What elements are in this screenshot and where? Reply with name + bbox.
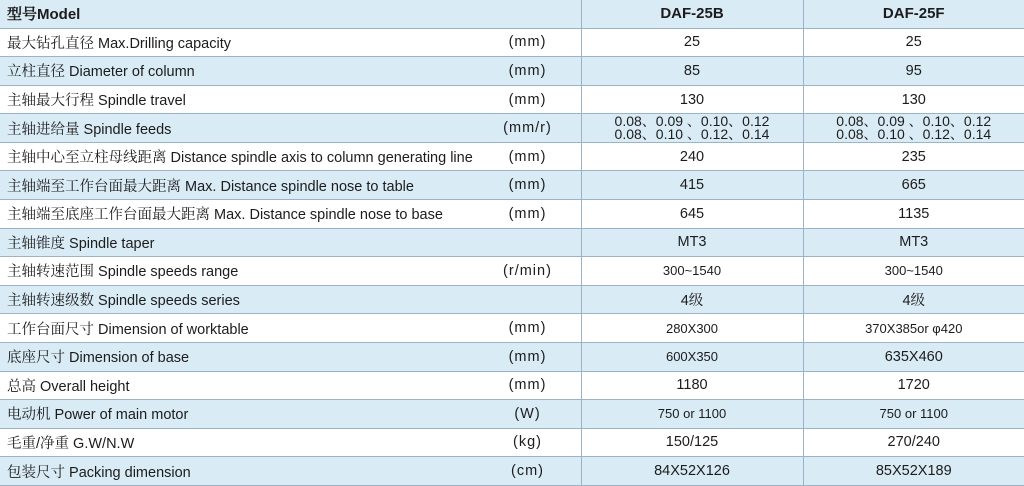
value-daf-25f: MT3 (803, 228, 1024, 257)
value-daf-25f: 635X460 (803, 342, 1024, 371)
value-daf-25b: 645 (581, 200, 803, 229)
spec-name: 毛重/净重 G.W/N.W (7, 435, 135, 452)
spec-unit: (mm) (508, 348, 547, 365)
feed-line-2: 0.08、0.10 、0.12、0.14 (836, 126, 992, 143)
table-row (0, 428, 1024, 457)
spec-label-cell (0, 200, 581, 229)
spec-unit: (kg) (513, 434, 542, 451)
value-daf-25b: 300~1540 (581, 257, 803, 286)
table-row (0, 228, 1024, 257)
spec-label-cell (0, 142, 581, 171)
table-row (0, 57, 1024, 86)
model-header: 型号Model (0, 0, 581, 28)
value-daf-25f: 665 (803, 171, 1024, 200)
spec-label-cell (0, 314, 581, 343)
spec-name: 总高 Overall height (7, 378, 130, 395)
value-daf-25b: 415 (581, 171, 803, 200)
col-header-daf-25b: DAF-25B (581, 0, 803, 28)
spec-name: 主轴中心至立柱母线距离 Distance spindle axis to column generating line (7, 150, 473, 167)
spec-unit: (cm) (511, 463, 544, 480)
feed-line-1: 0.08、0.09 、0.10、0.12 (614, 113, 770, 130)
spec-label-cell (0, 228, 581, 257)
value-daf-25f: 85X52X189 (803, 457, 1024, 486)
value-daf-25b: MT3 (581, 228, 803, 257)
spec-label-cell (0, 28, 581, 57)
spec-name: 电动机 Power of main motor (7, 407, 189, 424)
table-row (0, 457, 1024, 486)
spec-name: 底座尺寸 Dimension of base (7, 350, 190, 367)
spec-unit: (mm) (508, 34, 547, 51)
spec-label-cell (0, 371, 581, 400)
spec-name: 主轴端至工作台面最大距离 Max. Distance spindle nose to table (7, 178, 414, 195)
spec-label-cell (0, 114, 581, 143)
table-row (0, 85, 1024, 114)
spec-unit: (mm) (508, 177, 547, 194)
spec-unit: (mm) (508, 205, 547, 222)
spec-label-cell (0, 285, 581, 314)
table-row (0, 400, 1024, 429)
spec-unit: (mm) (508, 148, 547, 165)
table-row (0, 371, 1024, 400)
header-row (0, 0, 1024, 28)
spec-label-cell (0, 428, 581, 457)
spec-name: 主轴最大行程 Spindle travel (7, 93, 186, 110)
value-daf-25f: 25 (803, 28, 1024, 57)
table-row (0, 257, 1024, 286)
table-row (0, 114, 1024, 143)
value-daf-25b: 130 (581, 85, 803, 114)
table-row (0, 285, 1024, 314)
spec-label-cell (0, 171, 581, 200)
spec-name: 主轴转速级数 Spindle speeds series (7, 293, 240, 310)
spec-label-cell (0, 400, 581, 429)
spec-name: 工作台面尺寸 Dimension of worktable (7, 321, 249, 338)
value-daf-25f: 4级 (803, 285, 1024, 314)
value-daf-25b: 750 or 1100 (581, 400, 803, 429)
spec-label-cell (0, 457, 581, 486)
value-daf-25b: 85 (581, 57, 803, 86)
spec-name: 包装尺寸 Packing dimension (7, 464, 191, 481)
table-row (0, 342, 1024, 371)
value-daf-25b: 84X52X126 (581, 457, 803, 486)
value-daf-25f: 1720 (803, 371, 1024, 400)
value-daf-25f (803, 114, 1024, 143)
value-daf-25f: 130 (803, 85, 1024, 114)
spec-unit: (W) (514, 405, 541, 422)
value-daf-25b: 600X350 (581, 342, 803, 371)
table-row (0, 28, 1024, 57)
value-daf-25b: 4级 (581, 285, 803, 314)
value-daf-25b: 150/125 (581, 428, 803, 457)
spec-label-cell (0, 342, 581, 371)
spec-unit: (mm) (508, 91, 547, 108)
feed-line-2: 0.08、0.10 、0.12、0.14 (614, 126, 770, 143)
spec-name: 主轴转速范围 Spindle speeds range (7, 264, 239, 281)
spec-name: 立柱直径 Diameter of column (7, 64, 195, 81)
spec-label-cell (0, 257, 581, 286)
table-row (0, 314, 1024, 343)
value-daf-25f: 270/240 (803, 428, 1024, 457)
table-row (0, 142, 1024, 171)
value-daf-25f: 95 (803, 57, 1024, 86)
value-daf-25f: 370X385or φ420 (803, 314, 1024, 343)
value-daf-25f: 300~1540 (803, 257, 1024, 286)
table-row (0, 171, 1024, 200)
table-row (0, 200, 1024, 229)
spec-label-cell (0, 85, 581, 114)
value-daf-25b (581, 114, 803, 143)
feed-line-1: 0.08、0.09 、0.10、0.12 (836, 113, 992, 130)
spec-unit: (mm) (508, 320, 547, 337)
spec-label-cell (0, 57, 581, 86)
value-daf-25f: 1135 (803, 200, 1024, 229)
value-daf-25b: 240 (581, 142, 803, 171)
value-daf-25b: 25 (581, 28, 803, 57)
spec-name: 主轴端至底座工作台面最大距离 Max. Distance spindle nose to base (7, 207, 443, 224)
value-daf-25b: 1180 (581, 371, 803, 400)
spec-unit: (mm/r) (503, 120, 552, 137)
value-daf-25f: 750 or 1100 (803, 400, 1024, 429)
spec-unit: (r/min) (503, 262, 552, 279)
spec-name: 最大钻孔直径 Max.Drilling capacity (7, 35, 231, 52)
spec-name: 主轴进给量 Spindle feeds (7, 121, 172, 138)
feed-values (582, 115, 803, 141)
col-header-daf-25f: DAF-25F (803, 0, 1024, 28)
spec-unit: (mm) (508, 377, 547, 394)
value-daf-25b: 280X300 (581, 314, 803, 343)
spec-unit: (mm) (508, 62, 547, 79)
spec-name: 主轴锥度 Spindle taper (7, 235, 155, 252)
feed-values (804, 115, 1024, 141)
value-daf-25f: 235 (803, 142, 1024, 171)
